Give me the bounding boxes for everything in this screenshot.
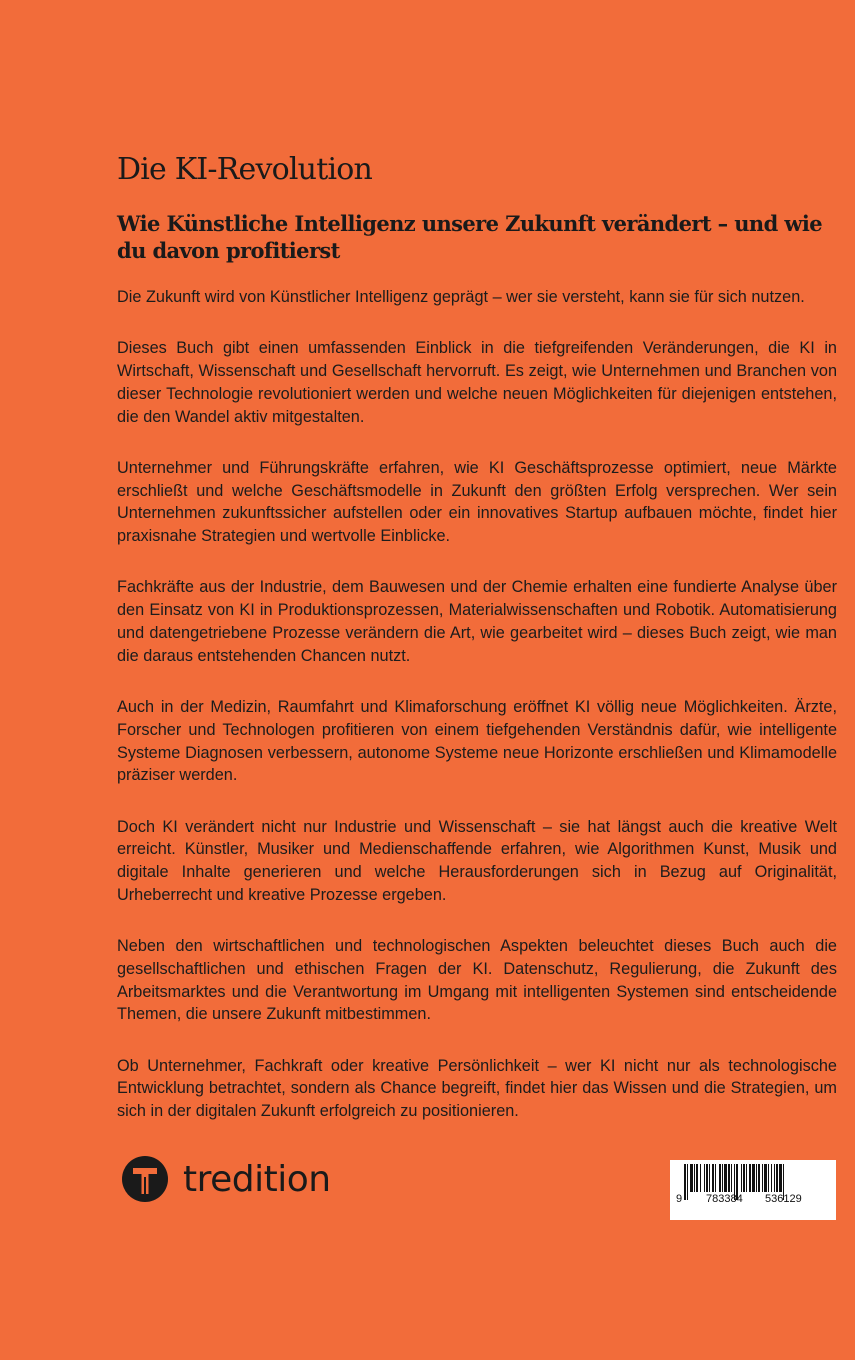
barcode-bar xyxy=(719,1164,721,1192)
book-subtitle: Wie Künstliche Intelligenz unsere Zukunft verändert – und wie du davon profitierst xyxy=(117,211,822,263)
blurb-paragraph: Neben den wirtschaftlichen und technologischen Aspekten beleuchtet dieses Buch auch die gesellschaftlichen und ethischen Fragen der KI. Datenschutz, Regulierung, die Zukunft des Arbeitsmarktes und die Verantwortung im Umgang mit intelligenten Systemen sind entscheidende Themen, die unsere Zukunft mitbestimmen. xyxy=(117,937,837,1024)
isbn-barcode xyxy=(670,1160,836,1220)
barcode-bar xyxy=(752,1164,755,1192)
barcode-prefix: 9 xyxy=(676,1193,683,1205)
barcode-bar xyxy=(758,1164,760,1192)
blurb-paragraph: Auch in der Medizin, Raumfahrt und Klimaforschung eröffnet KI völlig neue Möglichkeiten. Ärzte, Forscher und Technologen profitieren von einem tiefgehenden Verständnis dafür, wie intelligente Systeme Diagnosen verbessern, autonome Systeme neue Horizonte erschließen und Klimamodelle präziser werden. xyxy=(117,697,837,785)
barcode-bar xyxy=(768,1164,769,1192)
barcode-bar xyxy=(724,1164,727,1192)
blurb-paragraph: Dieses Buch gibt einen umfassenden Einblick in die tiefgreifenden Veränderungen, die KI in Wirtschaft, Wissenschaft und Gesellschaft hervorruft. Es zeigt, wie Unternehmen und Branchen von dieser Technologie revolutioniert werden und welche neuen Möglichkeiten für diejenigen entstehen, die den Wandel aktiv mitgestalten. xyxy=(117,339,837,426)
barcode-group-1: 783384 xyxy=(706,1193,743,1205)
barcode-bar xyxy=(746,1164,747,1192)
barcode-bar xyxy=(694,1164,695,1192)
barcode-bar xyxy=(764,1164,767,1192)
barcode-bars xyxy=(670,1160,836,1220)
blurb-paragraph: Ob Unternehmer, Fachkraft oder kreative Persönlichkeit – wer KI nicht nur als technologische Entwicklung betrachtet, sondern als Chance begreift, findet hier das Wissen und die Strategien, um sich in der digitalen Zukunft erfolgreich zu positionieren. xyxy=(117,1056,837,1121)
blurb-paragraph: Doch KI verändert nicht nur Industrie und Wissenschaft – sie hat längst auch die kreative Welt erreicht. Künstler, Musiker und Medienschaffende erfahren, wie Algorithmen Kunst, Musik und digitale Inhalte generieren und welche Herausforderungen sich in Bezug auf Originalität, Urheberrecht und kreative Prozesse ergeben. xyxy=(117,817,837,904)
publisher-name: tredition xyxy=(183,1158,331,1200)
publisher-logo xyxy=(122,1156,331,1202)
blurb-paragraph: Die Zukunft wird von Künstlicher Intelligenz geprägt – wer sie versteht, kann sie für sich nutzen. xyxy=(117,288,805,306)
barcode-bar xyxy=(776,1164,778,1192)
barcode-bar xyxy=(700,1164,701,1192)
barcode-bar xyxy=(774,1164,775,1192)
barcode-bar xyxy=(743,1164,745,1192)
barcode-bar xyxy=(749,1164,751,1192)
barcode-bar xyxy=(771,1164,772,1192)
barcode-group-2: 536129 xyxy=(765,1193,802,1205)
barcode-bar xyxy=(741,1164,742,1192)
barcode-bar xyxy=(687,1164,688,1200)
barcode-bar xyxy=(696,1164,698,1192)
barcode-bar xyxy=(728,1164,730,1192)
barcode-bar xyxy=(715,1164,716,1192)
blurb-text xyxy=(117,286,837,1151)
barcode-bar xyxy=(709,1164,710,1192)
barcode-bar xyxy=(762,1164,763,1192)
barcode-bar xyxy=(712,1164,714,1192)
tredition-logo-icon xyxy=(122,1156,168,1202)
book-title: Die KI-Revolution xyxy=(117,152,373,187)
barcode-bar xyxy=(704,1164,705,1192)
barcode-bar xyxy=(684,1164,686,1200)
barcode-bar xyxy=(731,1164,732,1192)
barcode-bar xyxy=(706,1164,708,1192)
barcode-bar xyxy=(779,1164,782,1192)
blurb-paragraph: Fachkräfte aus der Industrie, dem Bauwesen und der Chemie erhalten eine fundierte Analyse über den Einsatz von KI in Produktionsprozessen, Materialwissenschaften und Robotik. Automatisierung und datengetriebene Prozesse verändern die Art, wie gearbeitet wird – dieses Buch zeigt, wie man die daraus entstehenden Chancen nutzt. xyxy=(117,578,837,665)
blurb-paragraph: Unternehmer und Führungskräfte erfahren, wie KI Geschäftsprozesse optimiert, neue Märkte erschließt und welche Geschäftsmodelle in Zukunft den größten Erfolg versprechen. Wer sein Unternehmen zukunftssicher aufstellen oder ein innovatives Startup aufbauen möchte, findet hier praxisnahe Strategien und wertvolle Einblicke. xyxy=(117,458,837,546)
barcode-bar xyxy=(690,1164,693,1192)
barcode-bar xyxy=(756,1164,757,1192)
barcode-bar xyxy=(722,1164,723,1192)
